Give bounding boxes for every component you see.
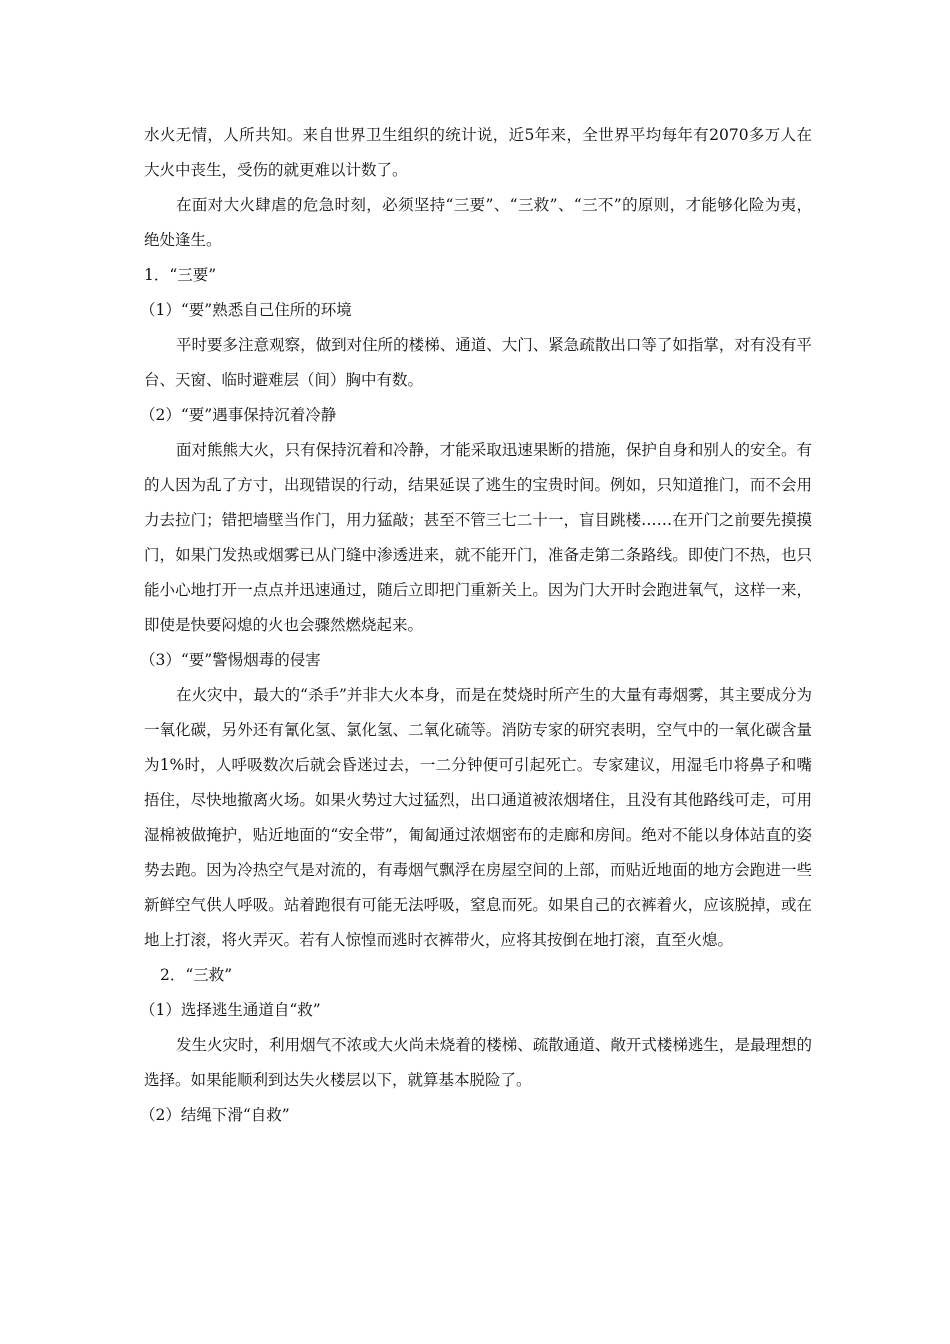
subsection-heading-1-2: （2）“要”遇事保持沉着冷静 (140, 406, 337, 424)
body-paragraph-1-2: 面对熊熊大火，只有保持沉着和冷静，才能采取迅速果断的措施，保护自身和别人的安全。有的人因为乱了方寸，出现错误的行动，结果延误了逃生的宝贵时间。例如，只知道推门，而不会用力去拉门；错把墙壁当作门，用力猛敲；甚至不管三七二十一，盲目跳楼……在开门之前要先摸摸门，如果门发热或烟雾已从门缝中渗透进来，就不能开门，准备走第二条路线。即使门不热，也只能小心地打开一点点并迅速通过，随后立即把门重新关上。因为门大开时会跑进氧气，这样一来，即使是快要闷熄的火也会骤然燃烧起来。 (144, 441, 812, 634)
body-paragraph-2-1: 发生火灾时，利用烟气不浓或大火尚未烧着的楼梯、疏散通道、敞开式楼梯逃生，是最理想的选择。如果能顺利到达失火楼层以下，就算基本脱险了。 (144, 1036, 812, 1089)
body-paragraph-1-3: 在火灾中，最大的“杀手”并非大火本身，而是在焚烧时所产生的大量有毒烟雾，其主要成分为一氧化碳，另外还有氰化氢、氯化氢、二氧化硫等。消防专家的研究表明，空气中的一氧化碳含量为1%时，人呼吸数次后就会昏迷过去，一二分钟便可引起死亡。专家建议，用湿毛巾将鼻子和嘴捂住，尽快地撤离火场。如果火势过大过猛烈，出口通道被浓烟堵住，且没有其他路线可走，可用湿棉被做掩护，贴近地面的“安全带”，匍匐通过浓烟密布的走廊和房间。绝对不能以身体站直的姿势去跑。因为冷热空气是对流的，有毒烟气飘浮在房屋空间的上部，而贴近地面的地方会跑进一些新鲜空气供人呼吸。站着跑很有可能无法呼吸，窒息而死。如果自己的衣裤着火，应该脱掉，或在地上打滚，将火弄灭。若有人惊惶而逃时衣裤带火，应将其按倒在地打滚，直至火熄。 (144, 686, 812, 949)
subsection-heading-2-1: （1）选择逃生通道自“救” (140, 1001, 321, 1019)
principle-paragraph: 在面对大火肆虐的危急时刻，必须坚持“三要”、“三救”、“三不”的原则，才能够化险为夷，绝处逢生。 (144, 196, 812, 249)
document-page (140, 118, 812, 1133)
body-paragraph-1-1: 平时要多注意观察，做到对住所的楼梯、通道、大门、紧急疏散出口等了如指掌，对有没有平台、天窗、临时避难层（间）胸中有数。 (144, 336, 812, 389)
section-heading-san-jiu: 2．“三救” (160, 966, 233, 984)
section-heading-san-yao: 1．“三要” (144, 266, 217, 284)
intro-paragraph: 水火无情，人所共知。来自世界卫生组织的统计说，近5年来，全世界平均每年有2070多万人在大火中丧生，受伤的就更难以计数了。 (144, 126, 812, 179)
subsection-heading-2-2: （2）结绳下滑“自救” (140, 1106, 290, 1124)
subsection-heading-1-1: （1）“要”熟悉自己住所的环境 (140, 301, 352, 319)
subsection-heading-1-3: （3）“要”警惕烟毒的侵害 (140, 651, 321, 669)
